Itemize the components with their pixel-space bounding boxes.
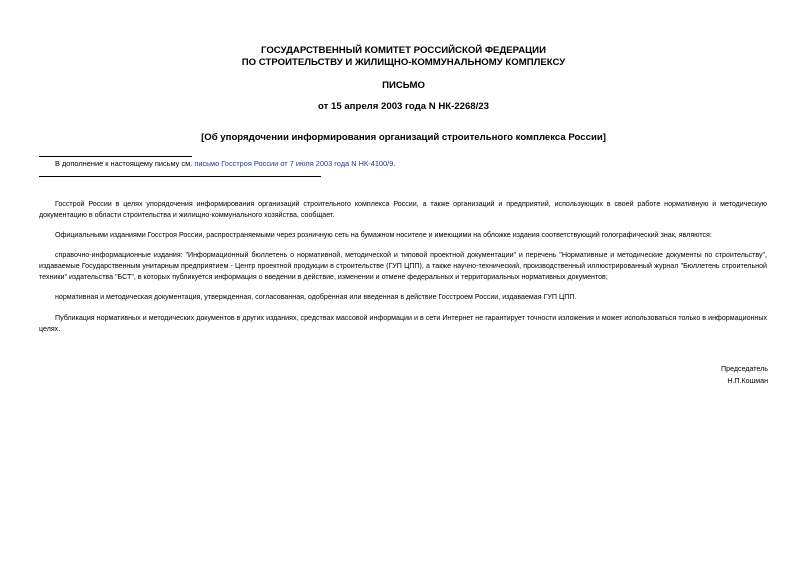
body-paragraph: Публикация нормативных и методических документов в других изданиях, средствах массовой информации и в сети Интернет не гарантирует точности изложения и может использоваться только в информационных целях. [39,314,767,333]
signatory-name: Н.П.Кошман [727,377,768,385]
document-type: ПИСЬМО [382,80,425,91]
note-divider-top [39,156,192,157]
issuer-line-2: ПО СТРОИТЕЛЬСТВУ И ЖИЛИЩНО-КОММУНАЛЬНОМУ КОМПЛЕКСУ [241,57,566,68]
body-paragraph: Госстрой России в целях упорядочения информирования организаций строительного комплекса России, а также организаций и предприятий, использующих в своей работе нормативную и методическую документацию в области строительства и жилищно-коммунального хозяйства, сообщает. [39,200,767,219]
reference-note [55,159,395,169]
signatory-title: Председатель [721,365,768,373]
issuer-line-1: ГОСУДАРСТВЕННЫЙ КОМИТЕТ РОССИЙСКОЙ ФЕДЕРАЦИИ [261,45,546,56]
reference-letter-link[interactable]: письмо Госстроя России от 7 июля 2003 года N НК-4100/9 [194,159,394,168]
reference-note-prefix: В дополнение к настоящему письму см. [55,159,195,168]
body-paragraph: Официальными изданиями Госстроя России, распространяемыми через розничную сеть на бумажном носителе и имеющими на обложке издания соответствующий голографический знак, являются: [55,231,712,239]
body-paragraph: справочно-информационные издания: "Информационный бюллетень о нормативной, методической и типовой проектной документации" и перечень "Нормативные и методические документы по строительству", издаваемые Государственным унитарным предприятием - Центр проектной продукции в строительстве (ГУП ЦПП), а также научно-технический, производственный иллюстрированный журнал "Бюллетень строительной техники" издательства "БСТ", в которых публикуется информация о введении в действие, изменении и отмене федеральных и территориальных нормативных документов; [39,251,767,281]
document-date-number: от 15 апреля 2003 года N НК-2268/23 [318,101,489,112]
document-subject: [Об упорядочении информирования организаций строительного комплекса России] [201,132,606,143]
note-divider-bottom [39,176,321,177]
reference-note-suffix: . [393,159,396,168]
body-paragraph: нормативная и методическая документация, утвержденная, согласованная, одобренная или введенная в действие Госстроем России, издаваемая ГУП ЦПП. [55,293,577,301]
